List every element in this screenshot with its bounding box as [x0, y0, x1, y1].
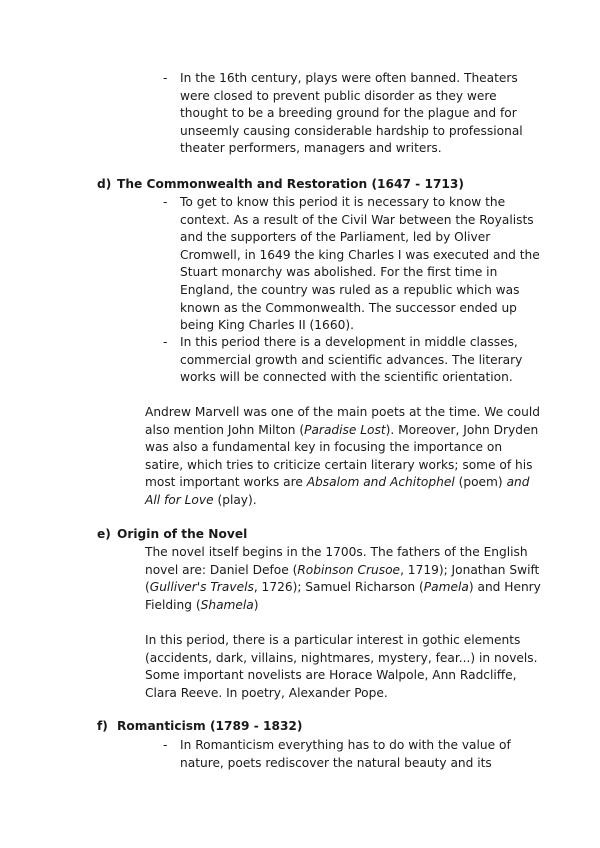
bullet-dash: - [163, 195, 168, 209]
text-line: (Gulliver's Travels, 1726); Samuel Richarson (Pamela) and Henry [145, 580, 541, 595]
bullet-dash: - [163, 335, 168, 349]
text-line: most important works are Absalom and Achitophel (poem) and [145, 475, 530, 490]
text-line: satire, which tries to criticize certain literary works; some of his [145, 457, 533, 472]
text-line: thought to be a breeding ground for the plague and for [180, 106, 517, 121]
title-absalom: Absalom and Achitophel [306, 475, 455, 490]
text-line: works will be connected with the scientific orientation. [180, 370, 513, 385]
text-line: being King Charles II (1660). [180, 318, 354, 333]
text-line: nature, poets rediscover the natural beauty and its [180, 755, 492, 770]
text-line: To get to know this period it is necessary to know the [180, 195, 506, 209]
section-d-heading: The Commonwealth and Restoration (1647 - 1713) [117, 177, 464, 191]
section-f-letter: f) [97, 719, 108, 733]
bullet-16th-century [163, 70, 540, 158]
text-line: theater performers, managers and writers. [180, 141, 442, 156]
text-line: All for Love (play). [145, 492, 257, 507]
paragraph-poets [145, 404, 540, 510]
text-line: known as the Commonwealth. The successor ended up [180, 300, 517, 315]
title-gullivers-travels: Gulliver's Travels [149, 580, 254, 595]
section-f-heading: Romanticism (1789 - 1832) [117, 719, 303, 733]
bullet-middle-classes [163, 334, 540, 387]
text-line: and the supporters of the Parliament, led by Oliver [180, 230, 491, 245]
text-line: In this period there is a development in middle classes, [180, 335, 518, 349]
section-e-letter: e) [97, 527, 111, 541]
text-line: Clara Reeve. In poetry, Alexander Pope. [145, 685, 388, 700]
title-pamela: Pamela [423, 580, 469, 595]
text-line: In Romanticism everything has to do with the value of [180, 738, 511, 752]
text-line: was also a fundamental key in focusing the importance on [145, 440, 503, 455]
text-line: Stuart monarchy was abolished. For the first time in [180, 265, 498, 280]
text-line: (accidents, dark, villains, nightmares, mystery, fear...) in novels. [145, 650, 538, 665]
bullet-dash: - [163, 738, 168, 752]
text-line: context. As a result of the Civil War between the Royalists [180, 212, 534, 227]
title-paradise-lost: Paradise Lost [304, 422, 386, 437]
text-line: novel are: Daniel Defoe (Robinson Crusoe, 1719); Jonathan Swift [145, 562, 540, 577]
bullet-commonwealth-context [163, 194, 540, 335]
bullet-dash: - [163, 71, 168, 85]
text-line: were closed to prevent public disorder as they were [180, 88, 497, 103]
text-line: In this period, there is a particular interest in gothic elements [145, 633, 521, 647]
title-robinson-crusoe: Robinson Crusoe [297, 562, 401, 577]
text-line: Fielding (Shamela) [145, 597, 259, 612]
text-line: England, the country was ruled as a republic which was [180, 282, 520, 297]
text-line: In the 16th century, plays were often banned. Theaters [180, 71, 518, 85]
text-line: Cromwell, in 1649 the king Charles I was executed and the [180, 247, 540, 262]
text-line: commercial growth and scientific advances. The literary [180, 352, 523, 367]
text-line: also mention John Milton (Paradise Lost). Moreover, John Dryden [145, 422, 539, 437]
section-e-heading: Origin of the Novel [117, 527, 248, 541]
paragraph-novel-fathers [145, 544, 541, 614]
title-shamela: Shamela [200, 597, 254, 612]
text-line: Andrew Marvell was one of the main poets at the time. We could [145, 405, 540, 419]
text-line: The novel itself begins in the 1700s. The fathers of the English [145, 545, 528, 559]
section-d-letter: d) [97, 177, 112, 191]
paragraph-gothic [145, 632, 538, 702]
text-line: Some important novelists are Horace Walpole, Ann Radcliffe, [145, 668, 517, 683]
text-line: unseemly causing considerable hardship to professional [180, 123, 523, 138]
title-all-for-love: All for Love [145, 492, 214, 507]
bullet-romanticism-nature [163, 737, 540, 772]
